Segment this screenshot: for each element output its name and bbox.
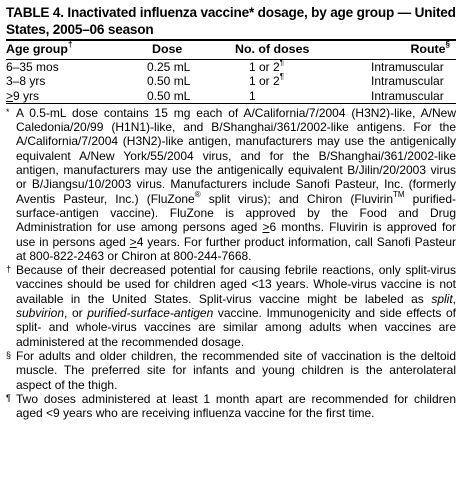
footnote-text: For adults and older children, the recommended site of vaccination is the deltoid muscle. The preferred site for infants and young children is the anterolateral aspect of the thigh. — [16, 348, 456, 392]
cell-dose: 0.50 mL — [147, 74, 191, 89]
header-num-doses: No. of doses — [235, 42, 310, 56]
footnote-text: A 0.5-mL dose contains 15 mg each of A/California/7/2004 (H3N2)-like, A/New Caledonia/20/99 (H1N1)-like, and B/Shanghai/361/2002-like antigens. For the A/California/7/2004 (H3N2)-like antigen, manufacturers may use the antigenically equivalent A/New York/55/2004 virus, and for the B/Shanghai/361/2002-like antigen, manufacturers may use the antigenically equivalent B/Jilin/20/2003 virus or B/Jiangsu/10/2003 virus. Manufacturers include Sanofi Pasteur, Inc. (formerly Aventis Pasteur, Inc.) (FluZone® split virus); and Chiron (Fluvirin™ purified-surface-antigen vaccine). FluZone is approved by the Food and Drug Administration for use among persons aged >6 months. Fluvirin is approved for use in persons aged >4 years. For further product information, call Sanofi Pasteur at 800-822-2463 or Chiron at 800-244-7668. — [16, 105, 456, 263]
cell-age: 6–35 mos — [6, 60, 59, 74]
footnote-mark: ¶ — [6, 392, 11, 403]
cell-age: 3–8 yrs — [6, 74, 46, 89]
cell-num-doses: 1 — [249, 88, 256, 103]
footnote-mark: † — [6, 264, 12, 275]
table-row — [6, 74, 456, 88]
footnote-text: Two doses administered at least 1 month apart are recommended for children aged <9 years who are receiving influenza vaccine for the first time. — [16, 391, 456, 421]
cell-route: Intramuscular — [371, 60, 444, 74]
header-row — [6, 41, 456, 59]
footnote-star — [6, 106, 456, 263]
table-bottom-rule — [6, 103, 456, 104]
cell-age: >9 yrs — [6, 88, 40, 103]
dosage-table — [6, 41, 456, 104]
header-dose: Dose — [152, 42, 183, 56]
footnote-mark: § — [6, 349, 12, 360]
table-row — [6, 60, 456, 74]
header-route: Route§ — [410, 39, 450, 56]
table-container — [6, 0, 456, 420]
table-title: TABLE 4. Inactivated influenza vaccine* dosage, by age group — United States, 2005–06 season — [6, 5, 456, 37]
table-row — [6, 89, 456, 103]
cell-num-doses: 1 or 2¶ — [249, 72, 284, 89]
footnote-dagger — [6, 263, 456, 349]
cell-route: Intramuscular — [371, 74, 444, 89]
footnote-text: Because of their decreased potential for causing febrile reactions, only split-virus vaccines should be used for children aged <13 years. Whole-virus vaccine is not available in the United States. Split-virus vaccine might be labeled as split, subvirion, or purified-surface-antigen vaccine. Immunogenicity and side effects of split- and whole-virus vaccines are similar among adults when vaccines are administered at the recommended dosage. — [16, 263, 456, 349]
footnote-pilcrow — [6, 392, 456, 421]
cell-dose: 0.25 mL — [147, 60, 191, 74]
cell-num-doses: 1 or 2¶ — [249, 58, 284, 74]
footnote-mark: * — [6, 106, 10, 117]
footnote-section — [6, 349, 456, 392]
footnotes — [6, 106, 456, 421]
header-age: Age group† — [6, 39, 73, 56]
cell-dose: 0.50 mL — [147, 88, 191, 103]
cell-route: Intramuscular — [371, 88, 444, 103]
